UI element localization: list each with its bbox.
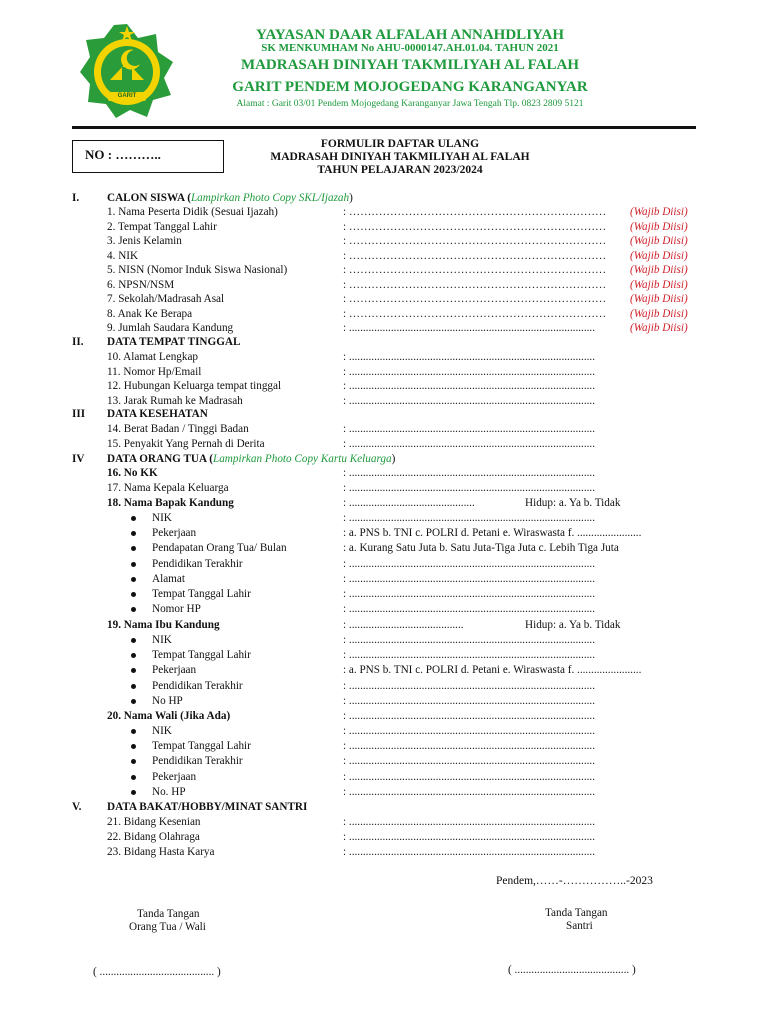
bapak-field-3-label: Pendidikan Terakhir [152,557,243,570]
bullet-icon [131,516,136,521]
ibu-field-2-label: Pekerjaan [152,664,197,677]
s2-field-12-input[interactable]: : ........................................................................................ [343,380,596,392]
s5-field-23-label: 23. Bidang Hasta Karya [107,846,215,859]
header-divider [72,126,696,129]
bullet-icon [131,668,136,673]
section-1-number: I. [72,192,80,204]
s1-field-2-label: 2. Tempat Tanggal Lahir [107,220,217,233]
bullet-icon [131,790,136,795]
field-ibu-label: 19. Nama Ibu Kandung [107,619,220,631]
s2-field-13-input[interactable]: : ........................................................................................ [343,394,596,407]
wali-field-2-input[interactable]: : ........................................................................................ [343,755,596,768]
s2-field-10-label: 10. Alamat Lengkap [107,351,199,363]
s2-field-12-label: 12. Hubungan Keluarga tempat tinggal [107,380,282,392]
wali-field-4-input[interactable]: : ........................................................................................ [343,785,596,798]
form-title: FORMULIR DAFTAR ULANG [320,138,480,150]
wali-field-3-input[interactable]: : ........................................................................................ [343,770,596,783]
ibu-field-4-label: No HP [152,694,183,707]
s2-field-10-input[interactable]: : ........................................................................................ [343,351,596,363]
bapak-field-4-label: Alamat [152,572,185,585]
bapak-field-0-input[interactable]: : ........................................................................................ [343,512,596,524]
bullet-icon [131,531,136,536]
date-place[interactable]: Pendem,……-……………..-2023 [496,875,653,887]
s2-field-11-label: 11. Nomor Hp/Email [107,365,202,378]
s1-field-8-input[interactable]: : …………………………………………………………… [343,307,607,320]
field-bapak-label: 18. Nama Bapak Kandung [107,497,234,509]
section-5-title: DATA BAKAT/HOBBY/MINAT SANTRI [107,801,308,813]
s1-field-3-label: 3. Jenis Kelamin [107,235,182,247]
bapak-field-1-input[interactable]: : a. PNS b. TNI c. POLRI d. Petani e. Wiraswasta f. ....................... [343,527,642,540]
s3-field-15-label: 15. Penyakit Yang Pernah di Derita [107,438,265,450]
s1-field-9-input[interactable]: : ........................................................................................ [343,322,596,334]
bullet-icon [131,653,136,658]
s5-field-23-input[interactable]: : ........................................................................................ [343,846,596,859]
bapak-field-2-label: Pendapatan Orang Tua/ Bulan [152,542,287,555]
ibu-field-3-label: Pendidikan Terakhir [152,679,243,692]
parent-signature-subtitle: Orang Tua / Wali [129,921,206,933]
student-signature-subtitle: Santri [566,920,593,932]
wali-field-1-label: Tempat Tanggal Lahir [152,740,251,753]
bapak-field-6-input[interactable]: : ........................................................................................ [343,603,596,616]
s1-field-4-label: 4. NIK [107,249,139,262]
school-logo [78,22,176,120]
s1-field-5-required-note: (Wajib Diisi) [630,264,688,276]
ibu-field-0-label: NIK [152,634,172,646]
field-ibu-input[interactable]: : ......................................... [343,619,464,631]
s1-field-5-input[interactable]: : …………………………………………………………… [343,264,607,276]
sk-number: SK MENKUMHAM No AHU-0000147.AH.01.04. TAHUN 2021 [261,42,559,54]
s1-field-6-label: 6. NPSN/NSM [107,278,175,291]
s1-field-6-input[interactable]: : …………………………………………………………… [343,278,607,291]
s5-field-22-input[interactable]: : ........................................................................................ [343,831,596,844]
s3-field-14-input[interactable]: : ........................................................................................ [343,423,596,435]
field-wali-input[interactable]: : ........................................................................................ [343,710,596,722]
section-4-title: DATA ORANG TUA (Lampirkan Photo Copy Kartu Keluarga) [107,453,396,465]
section-2-number: II. [72,336,84,348]
logo-banner: GARIT [108,92,146,101]
school-location: GARIT PENDEM MOJOGEDANG KARANGANYAR [232,79,588,95]
s1-field-3-input[interactable]: : …………………………………………………………… [343,235,607,247]
bullet-icon [131,744,136,749]
student-signature-line[interactable]: ( ......................................... ) [508,964,636,976]
field-kepala-keluarga-input[interactable]: : ........................................................................................ [343,482,596,494]
s2-field-11-input[interactable]: : ........................................................................................ [343,365,596,378]
s1-field-1-label: 1. Nama Peserta Didik (Sesuai Ijazah) [107,206,278,218]
section-4-number: IV [72,453,85,465]
s1-field-9-label: 9. Jumlah Saudara Kandung [107,322,234,334]
s1-field-8-required-note: (Wajib Diisi) [630,307,688,320]
bapak-field-5-input[interactable]: : ........................................................................................ [343,588,596,600]
s3-field-14-label: 14. Berat Badan / Tinggi Badan [107,423,249,435]
wali-field-0-input[interactable]: : ........................................................................................ [343,725,596,737]
section-3-title: DATA KESEHATAN [107,408,208,420]
section-1-title: CALON SISWA (Lampirkan Photo Copy SKL/Ijazah) [107,192,353,204]
s1-field-3-required-note: (Wajib Diisi) [630,235,688,247]
field-bapak-input[interactable]: : ............................................. [343,497,475,509]
field-no-kk-label: 16. No KK [107,467,158,479]
section-2-title: DATA TEMPAT TINGGAL [107,336,241,348]
bapak-field-1-label: Pekerjaan [152,527,197,540]
s1-field-5-label: 5. NISN (Nomor Induk Siswa Nasional) [107,264,288,276]
wali-field-4-label: No. HP [152,785,186,798]
ibu-field-0-input[interactable]: : ........................................................................................ [343,634,596,646]
s1-field-7-label: 7. Sekolah/Madrasah Asal [107,293,225,305]
bapak-field-4-input[interactable]: : ........................................................................................ [343,572,596,585]
s1-field-8-label: 8. Anak Ke Berapa [107,307,193,320]
bullet-icon [131,775,136,780]
registration-number-label: NO : ……….. [85,147,161,162]
org-name: YAYASAN DAAR ALFALAH ANNAHDLIYAH [256,27,564,43]
field-bapak-hidup[interactable]: Hidup: a. Ya b. Tidak [525,497,621,509]
bapak-field-2-input[interactable]: : a. Kurang Satu Juta b. Satu Juta-Tiga Juta c. Lebih Tiga Juta [343,542,619,555]
bullet-icon [131,607,136,612]
form-subtitle: MADRASAH DINIYAH TAKMILIYAH AL FALAH [270,151,530,163]
ibu-field-4-input[interactable]: : ........................................................................................ [343,694,596,707]
s1-field-1-input[interactable]: : …………………………………………………………… [343,206,607,218]
s1-field-7-input[interactable]: : …………………………………………………………… [343,293,607,305]
bullet-icon [131,759,136,764]
bullet-icon [131,592,136,597]
bullet-icon [131,562,136,567]
s1-field-4-required-note: (Wajib Diisi) [630,249,688,262]
s1-field-4-input[interactable]: : …………………………………………………………… [343,249,607,262]
wali-field-1-input[interactable]: : ........................................................................................ [343,740,596,753]
ibu-field-1-label: Tempat Tanggal Lahir [152,649,251,662]
bapak-field-5-label: Tempat Tanggal Lahir [152,588,251,600]
school-address: Alamat : Garit 03/01 Pendem Mojogedang Karanganyar Jawa Tengah Tlp. 0823 2809 5121 [236,99,584,109]
s1-field-6-required-note: (Wajib Diisi) [630,278,688,291]
s3-field-15-input[interactable]: : ........................................................................................ [343,438,596,450]
bullet-icon [131,699,136,704]
bullet-icon [131,684,136,689]
s5-field-21-label: 21. Bidang Kesenian [107,816,201,828]
bullet-icon [131,638,136,643]
s5-field-22-label: 22. Bidang Olahraga [107,831,200,844]
s2-field-13-label: 13. Jarak Rumah ke Madrasah [107,394,243,407]
bapak-field-3-input[interactable]: : ........................................................................................ [343,557,596,570]
academic-year: TAHUN PELAJARAN 2023/2024 [317,164,483,176]
s1-field-2-input[interactable]: : …………………………………………………………… [343,220,607,233]
field-ibu-hidup[interactable]: Hidup: a. Ya b. Tidak [525,619,621,631]
ibu-field-3-input[interactable]: : ........................................................................................ [343,679,596,692]
section-5-number: V. [72,801,82,813]
field-no-kk-input[interactable]: : ........................................................................................ [343,467,596,479]
field-wali-label: 20. Nama Wali (Jika Ada) [107,710,231,722]
wali-field-2-label: Pendidikan Terakhir [152,755,243,768]
bapak-field-6-label: Nomor HP [152,603,201,616]
s1-field-9-required-note: (Wajib Diisi) [630,322,688,334]
field-kepala-keluarga-label: 17. Nama Kepala Keluarga [107,482,229,494]
bullet-icon [131,577,136,582]
wali-field-3-label: Pekerjaan [152,770,197,783]
wali-field-0-label: NIK [152,725,172,737]
s1-field-1-required-note: (Wajib Diisi) [630,206,688,218]
s1-field-2-required-note: (Wajib Diisi) [630,220,688,233]
student-signature-title: Tanda Tangan [545,907,608,919]
bapak-field-0-label: NIK [152,512,172,524]
s1-field-7-required-note: (Wajib Diisi) [630,293,688,305]
bullet-icon [131,546,136,551]
bullet-icon [131,729,136,734]
parent-signature-title: Tanda Tangan [137,908,200,920]
ibu-field-2-input[interactable]: : a. PNS b. TNI c. POLRI d. Petani e. Wiraswasta f. ....................... [343,664,642,677]
parent-signature-line[interactable]: ( ......................................... ) [93,966,221,978]
registration-number-box [72,140,224,173]
school-name: MADRASAH DINIYAH TAKMILIYAH AL FALAH [240,57,580,73]
s5-field-21-input[interactable]: : ........................................................................................ [343,816,596,828]
ibu-field-1-input[interactable]: : ........................................................................................ [343,649,596,662]
section-3-number: III [72,408,86,420]
